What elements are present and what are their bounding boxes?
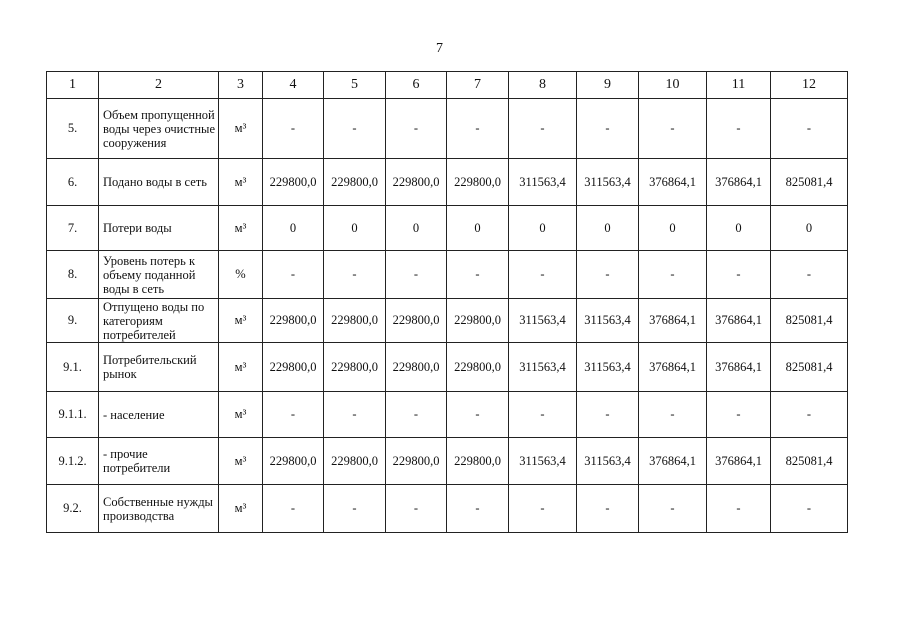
table-cell: -: [639, 251, 707, 299]
table-cell: -: [577, 99, 639, 159]
table-cell: -: [707, 251, 771, 299]
table-cell: -: [386, 392, 447, 438]
row-number: 5.: [47, 99, 99, 159]
table-cell: 229800,0: [263, 299, 324, 343]
table-cell: -: [324, 99, 386, 159]
table-cell: -: [386, 99, 447, 159]
table-cell: 311563,4: [577, 343, 639, 392]
table-cell: -: [707, 392, 771, 438]
table-cell: 376864,1: [639, 438, 707, 485]
table-cell: 311563,4: [509, 159, 577, 206]
table-cell: -: [771, 99, 848, 159]
page-number: 7: [436, 41, 443, 56]
table-cell: -: [577, 392, 639, 438]
row-unit: %: [219, 251, 263, 299]
data-table: [46, 71, 848, 533]
table-cell: 229800,0: [386, 299, 447, 343]
table-cell: 229800,0: [263, 159, 324, 206]
table-cell: 229800,0: [447, 343, 509, 392]
table-cell: -: [447, 251, 509, 299]
header-cell: 7: [447, 72, 509, 99]
table-cell: 0: [386, 206, 447, 251]
header-cell: 12: [771, 72, 848, 99]
table-cell: 229800,0: [386, 438, 447, 485]
table-cell: 229800,0: [447, 299, 509, 343]
table-cell: -: [263, 99, 324, 159]
table-cell: 229800,0: [386, 159, 447, 206]
header-cell: 6: [386, 72, 447, 99]
table-cell: -: [447, 392, 509, 438]
table-cell: -: [263, 392, 324, 438]
table-cell: 229800,0: [263, 438, 324, 485]
table-cell: -: [771, 485, 848, 533]
table-cell: -: [509, 485, 577, 533]
table-row: [47, 392, 848, 438]
header-cell: 4: [263, 72, 324, 99]
table-row: [47, 299, 848, 343]
row-name: Подано воды в сеть: [99, 159, 219, 206]
table-cell: 0: [509, 206, 577, 251]
table-cell: -: [386, 251, 447, 299]
header-cell: 9: [577, 72, 639, 99]
table-cell: -: [263, 485, 324, 533]
row-number: 9.: [47, 299, 99, 343]
table-cell: -: [324, 485, 386, 533]
row-number: 7.: [47, 206, 99, 251]
table-cell: -: [577, 251, 639, 299]
table-cell: 229800,0: [386, 343, 447, 392]
row-number: 9.1.1.: [47, 392, 99, 438]
row-unit: м³: [219, 159, 263, 206]
table-cell: 0: [771, 206, 848, 251]
row-number: 6.: [47, 159, 99, 206]
header-cell: 10: [639, 72, 707, 99]
row-unit: м³: [219, 343, 263, 392]
table-cell: 376864,1: [639, 343, 707, 392]
table-cell: 376864,1: [639, 299, 707, 343]
header-row: [47, 72, 848, 99]
table-cell: -: [324, 251, 386, 299]
table-cell: -: [447, 99, 509, 159]
table-cell: -: [509, 392, 577, 438]
row-unit: м³: [219, 485, 263, 533]
table-cell: -: [577, 485, 639, 533]
table-cell: -: [707, 99, 771, 159]
table-cell: 229800,0: [324, 438, 386, 485]
row-name: Отпущено воды по категориям потребителей: [99, 299, 219, 343]
table-cell: -: [263, 251, 324, 299]
row-name: - население: [99, 392, 219, 438]
header-cell: 1: [47, 72, 99, 99]
table-cell: 376864,1: [707, 343, 771, 392]
table-cell: 376864,1: [707, 159, 771, 206]
table-row: [47, 206, 848, 251]
table-cell: 376864,1: [707, 299, 771, 343]
row-unit: м³: [219, 438, 263, 485]
table-cell: 311563,4: [577, 299, 639, 343]
header-cell: 2: [99, 72, 219, 99]
header-cell: 3: [219, 72, 263, 99]
table-cell: 825081,4: [771, 438, 848, 485]
table-cell: 825081,4: [771, 299, 848, 343]
table-cell: 311563,4: [509, 299, 577, 343]
table-cell: 0: [639, 206, 707, 251]
table-cell: -: [447, 485, 509, 533]
table-cell: -: [509, 99, 577, 159]
row-name: Уровень потерь к объему поданной воды в сеть: [99, 251, 219, 299]
table-cell: 376864,1: [639, 159, 707, 206]
table-cell: 229800,0: [324, 299, 386, 343]
table-cell: -: [707, 485, 771, 533]
row-unit: м³: [219, 99, 263, 159]
table-cell: -: [509, 251, 577, 299]
row-name: - прочие потребители: [99, 438, 219, 485]
table-cell: 825081,4: [771, 159, 848, 206]
table-cell: -: [386, 485, 447, 533]
table-row: [47, 159, 848, 206]
table-cell: 0: [324, 206, 386, 251]
table-row: [47, 251, 848, 299]
table-cell: 376864,1: [707, 438, 771, 485]
row-name: Объем пропущенной воды через очистные сооружения: [99, 99, 219, 159]
table-cell: -: [639, 485, 707, 533]
table-row: [47, 99, 848, 159]
header-cell: 5: [324, 72, 386, 99]
row-unit: м³: [219, 392, 263, 438]
header-cell: 8: [509, 72, 577, 99]
table-cell: 229800,0: [263, 343, 324, 392]
table-cell: 0: [447, 206, 509, 251]
table-cell: 0: [263, 206, 324, 251]
table-cell: 311563,4: [577, 438, 639, 485]
table-cell: 229800,0: [447, 438, 509, 485]
table-cell: 311563,4: [509, 438, 577, 485]
table-cell: 825081,4: [771, 343, 848, 392]
header-cell: 11: [707, 72, 771, 99]
table-cell: 229800,0: [447, 159, 509, 206]
table-cell: -: [324, 392, 386, 438]
row-unit: м³: [219, 206, 263, 251]
row-name: Потери воды: [99, 206, 219, 251]
row-unit: м³: [219, 299, 263, 343]
table-row: [47, 485, 848, 533]
table-cell: 229800,0: [324, 343, 386, 392]
row-name: Потребительский рынок: [99, 343, 219, 392]
row-name: Собственные нужды производства: [99, 485, 219, 533]
row-number: 8.: [47, 251, 99, 299]
table-cell: 311563,4: [577, 159, 639, 206]
table-cell: -: [771, 251, 848, 299]
table-cell: 0: [707, 206, 771, 251]
row-number: 9.1.2.: [47, 438, 99, 485]
table-cell: 311563,4: [509, 343, 577, 392]
table-cell: -: [639, 392, 707, 438]
table-cell: 229800,0: [324, 159, 386, 206]
table-cell: 0: [577, 206, 639, 251]
table-row: [47, 343, 848, 392]
row-number: 9.1.: [47, 343, 99, 392]
table-row: [47, 438, 848, 485]
row-number: 9.2.: [47, 485, 99, 533]
table-cell: -: [771, 392, 848, 438]
table-cell: -: [639, 99, 707, 159]
